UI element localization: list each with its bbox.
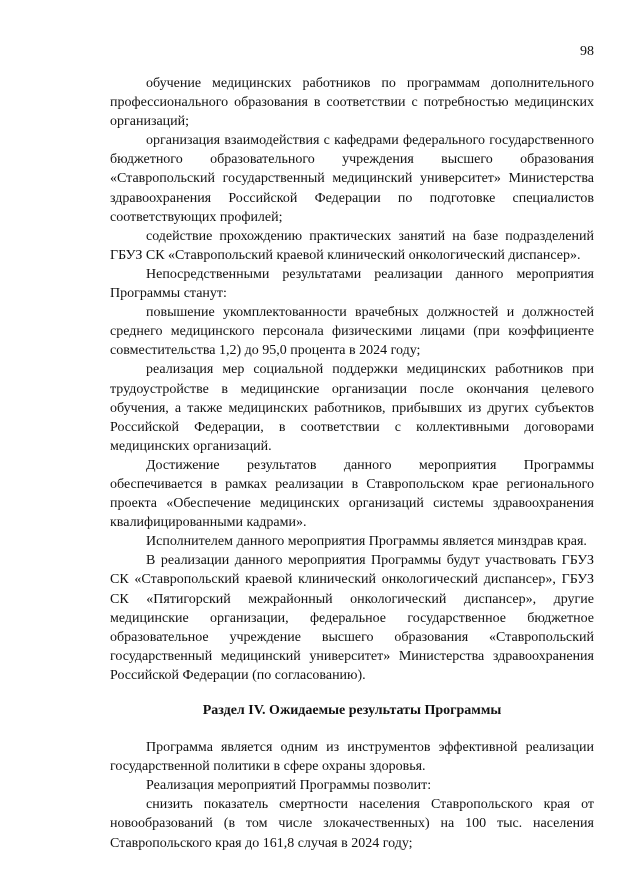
paragraph: В реализации данного мероприятия Программы будут участвовать ГБУЗ СК «Ставропольский краевой клинический онкологический диспансер», ГБУЗ СК «Пятигорский межрайонный онкологический диспансер», другие медицинские организации, федеральное государственное бюджетное образовательное учреждение высшего образования «Ставропольский государственный медицинский университет» Министерства здравоохранения Российской Федерации (по согласованию). (110, 553, 594, 683)
paragraph: содействие прохождению практических занятий на базе подразделений ГБУЗ СК «Ставропольский краевой клинический онкологический диспансер». (110, 228, 594, 263)
paragraph: организация взаимодействия с кафедрами федерального государственного бюджетного образовательного учреждения высшего образования «Ставропольский государственный медицинский университет» Министерства здравоохранения Российской Федерации по подготовке специалистов соответствующих профилей; (110, 133, 594, 225)
paragraph: Непосредственными результатами реализации данного мероприятия Программы станут: (110, 266, 594, 302)
paragraph: снизить показатель смертности населения Ставропольского края от новообразований (в том числе злокачественных) на 100 тыс. населения Ставропольского края до 161,8 случая в 2024 году; (110, 797, 594, 851)
document-body (110, 74, 594, 853)
section-heading: Раздел IV. Ожидаемые результаты Программы (202, 703, 502, 718)
paragraph: Достижение результатов данного мероприятия Программы обеспечивается в рамках реализации в Ставропольском крае регионального проекта «Обеспечение медицинских организаций системы здравоохранения квалифицированными кадрами». (110, 457, 594, 531)
paragraph: Исполнителем данного мероприятия Программы является минздрав края. (146, 534, 587, 550)
paragraph: повышение укомплектованности врачебных должностей и должностей среднего медицинского персонала физическими лицами (при коэффициенте совместительства 1,2) до 95,0 процента в 2024 году; (110, 305, 594, 359)
paragraph: реализация мер социальной поддержки медицинских работников при трудоустройстве в медицинские организации после окончания целевого обучения, а также медицинских работников, прибывших из других субъектов Российской Федерации, в соответствии с коллективными договорами медицинских организаций. (110, 362, 594, 454)
paragraph: Программа является одним из инструментов эффективной реализации государственной политики в сфере охраны здоровья. (110, 740, 594, 775)
paragraph: обучение медицинских работников по программам дополнительного профессионального образования в соответствии с потребностью медицинских организаций; (110, 76, 594, 130)
paragraph: Реализация мероприятий Программы позволит: (146, 778, 432, 794)
page-number: 98 (580, 44, 594, 59)
